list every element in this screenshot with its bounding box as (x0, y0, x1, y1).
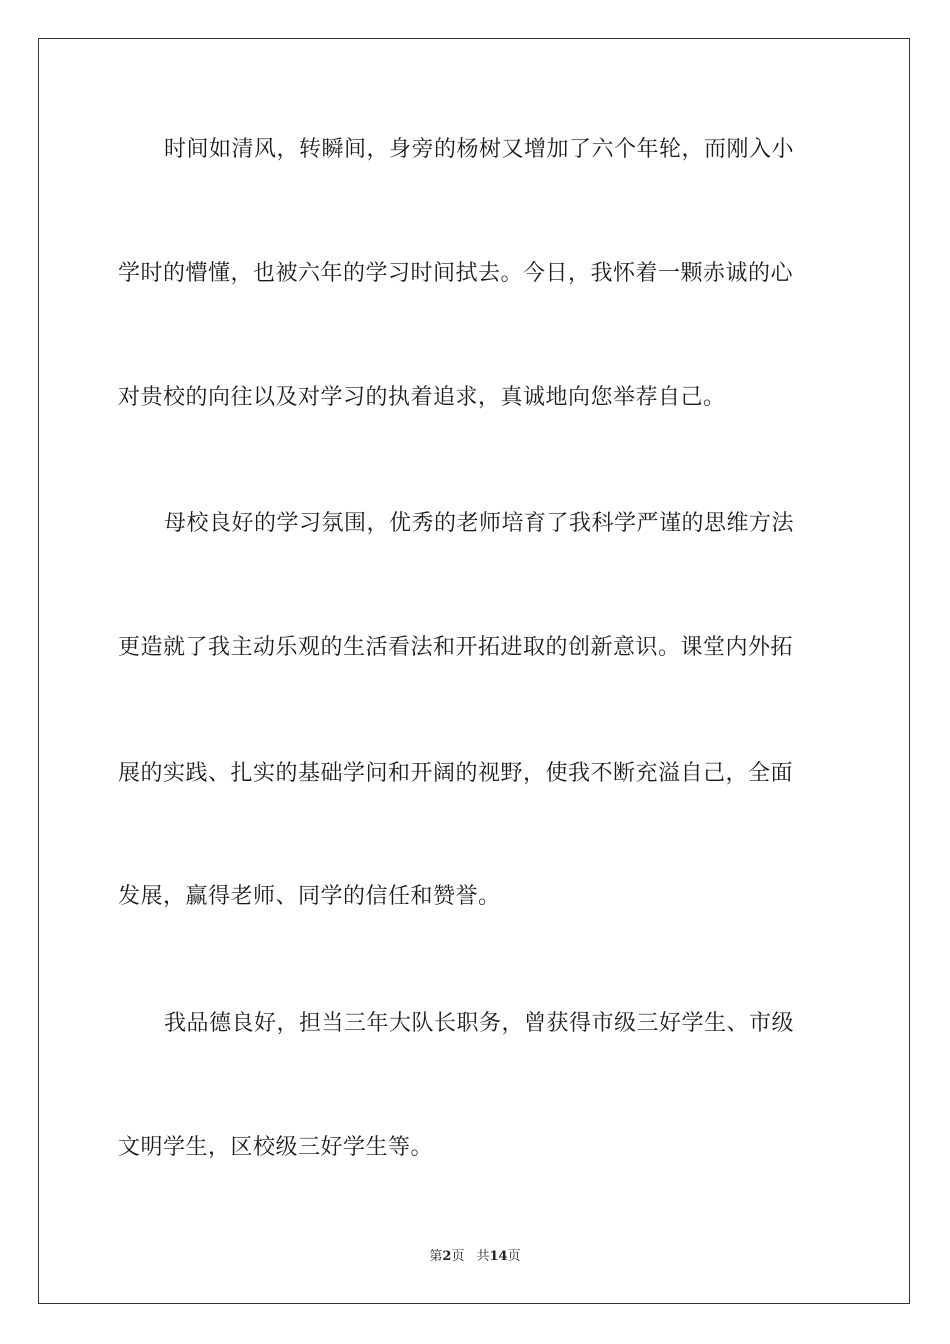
paragraph-1-line-1: 时间如清风，转瞬间，身旁的杨树又增加了六个年轮，而刚入小 (164, 137, 795, 162)
page-number: 2 (442, 1249, 452, 1264)
total-pages: 14 (489, 1249, 508, 1264)
paragraph-1-line-2: 学时的懵懂，也被六年的学习时间拭去。今日，我怀着一颗赤诚的心 (118, 261, 794, 286)
paragraph-3-line-2: 文明学生，区校级三好学生等。 (118, 1135, 434, 1160)
total-suffix: 页 (507, 1249, 521, 1264)
total-prefix: 共 (476, 1249, 490, 1264)
page-suffix: 页 (451, 1249, 465, 1264)
paragraph-2-line-3: 展的实践、扎实的基础学问和开阔的视野，使我不断充溢自己，全面 (118, 761, 794, 786)
page-prefix: 第 (429, 1249, 443, 1264)
paragraph-2-line-2: 更造就了我主动乐观的生活看法和开拓进取的创新意识。课堂内外拓 (118, 635, 794, 660)
paragraph-2-line-4: 发展，赢得老师、同学的信任和赞誉。 (118, 884, 501, 909)
paragraph-3-line-1: 我品德良好，担当三年大队长职务，曾获得市级三好学生、市级 (164, 1011, 795, 1036)
paragraph-1-line-3: 对贵校的向往以及对学习的执着追求，真诚地向您举荐自己。 (118, 385, 726, 410)
page-footer (0, 1248, 950, 1266)
paragraph-2-line-1: 母校良好的学习氛围，优秀的老师培育了我科学严谨的思维方法 (164, 511, 795, 536)
page-border (38, 38, 910, 1304)
